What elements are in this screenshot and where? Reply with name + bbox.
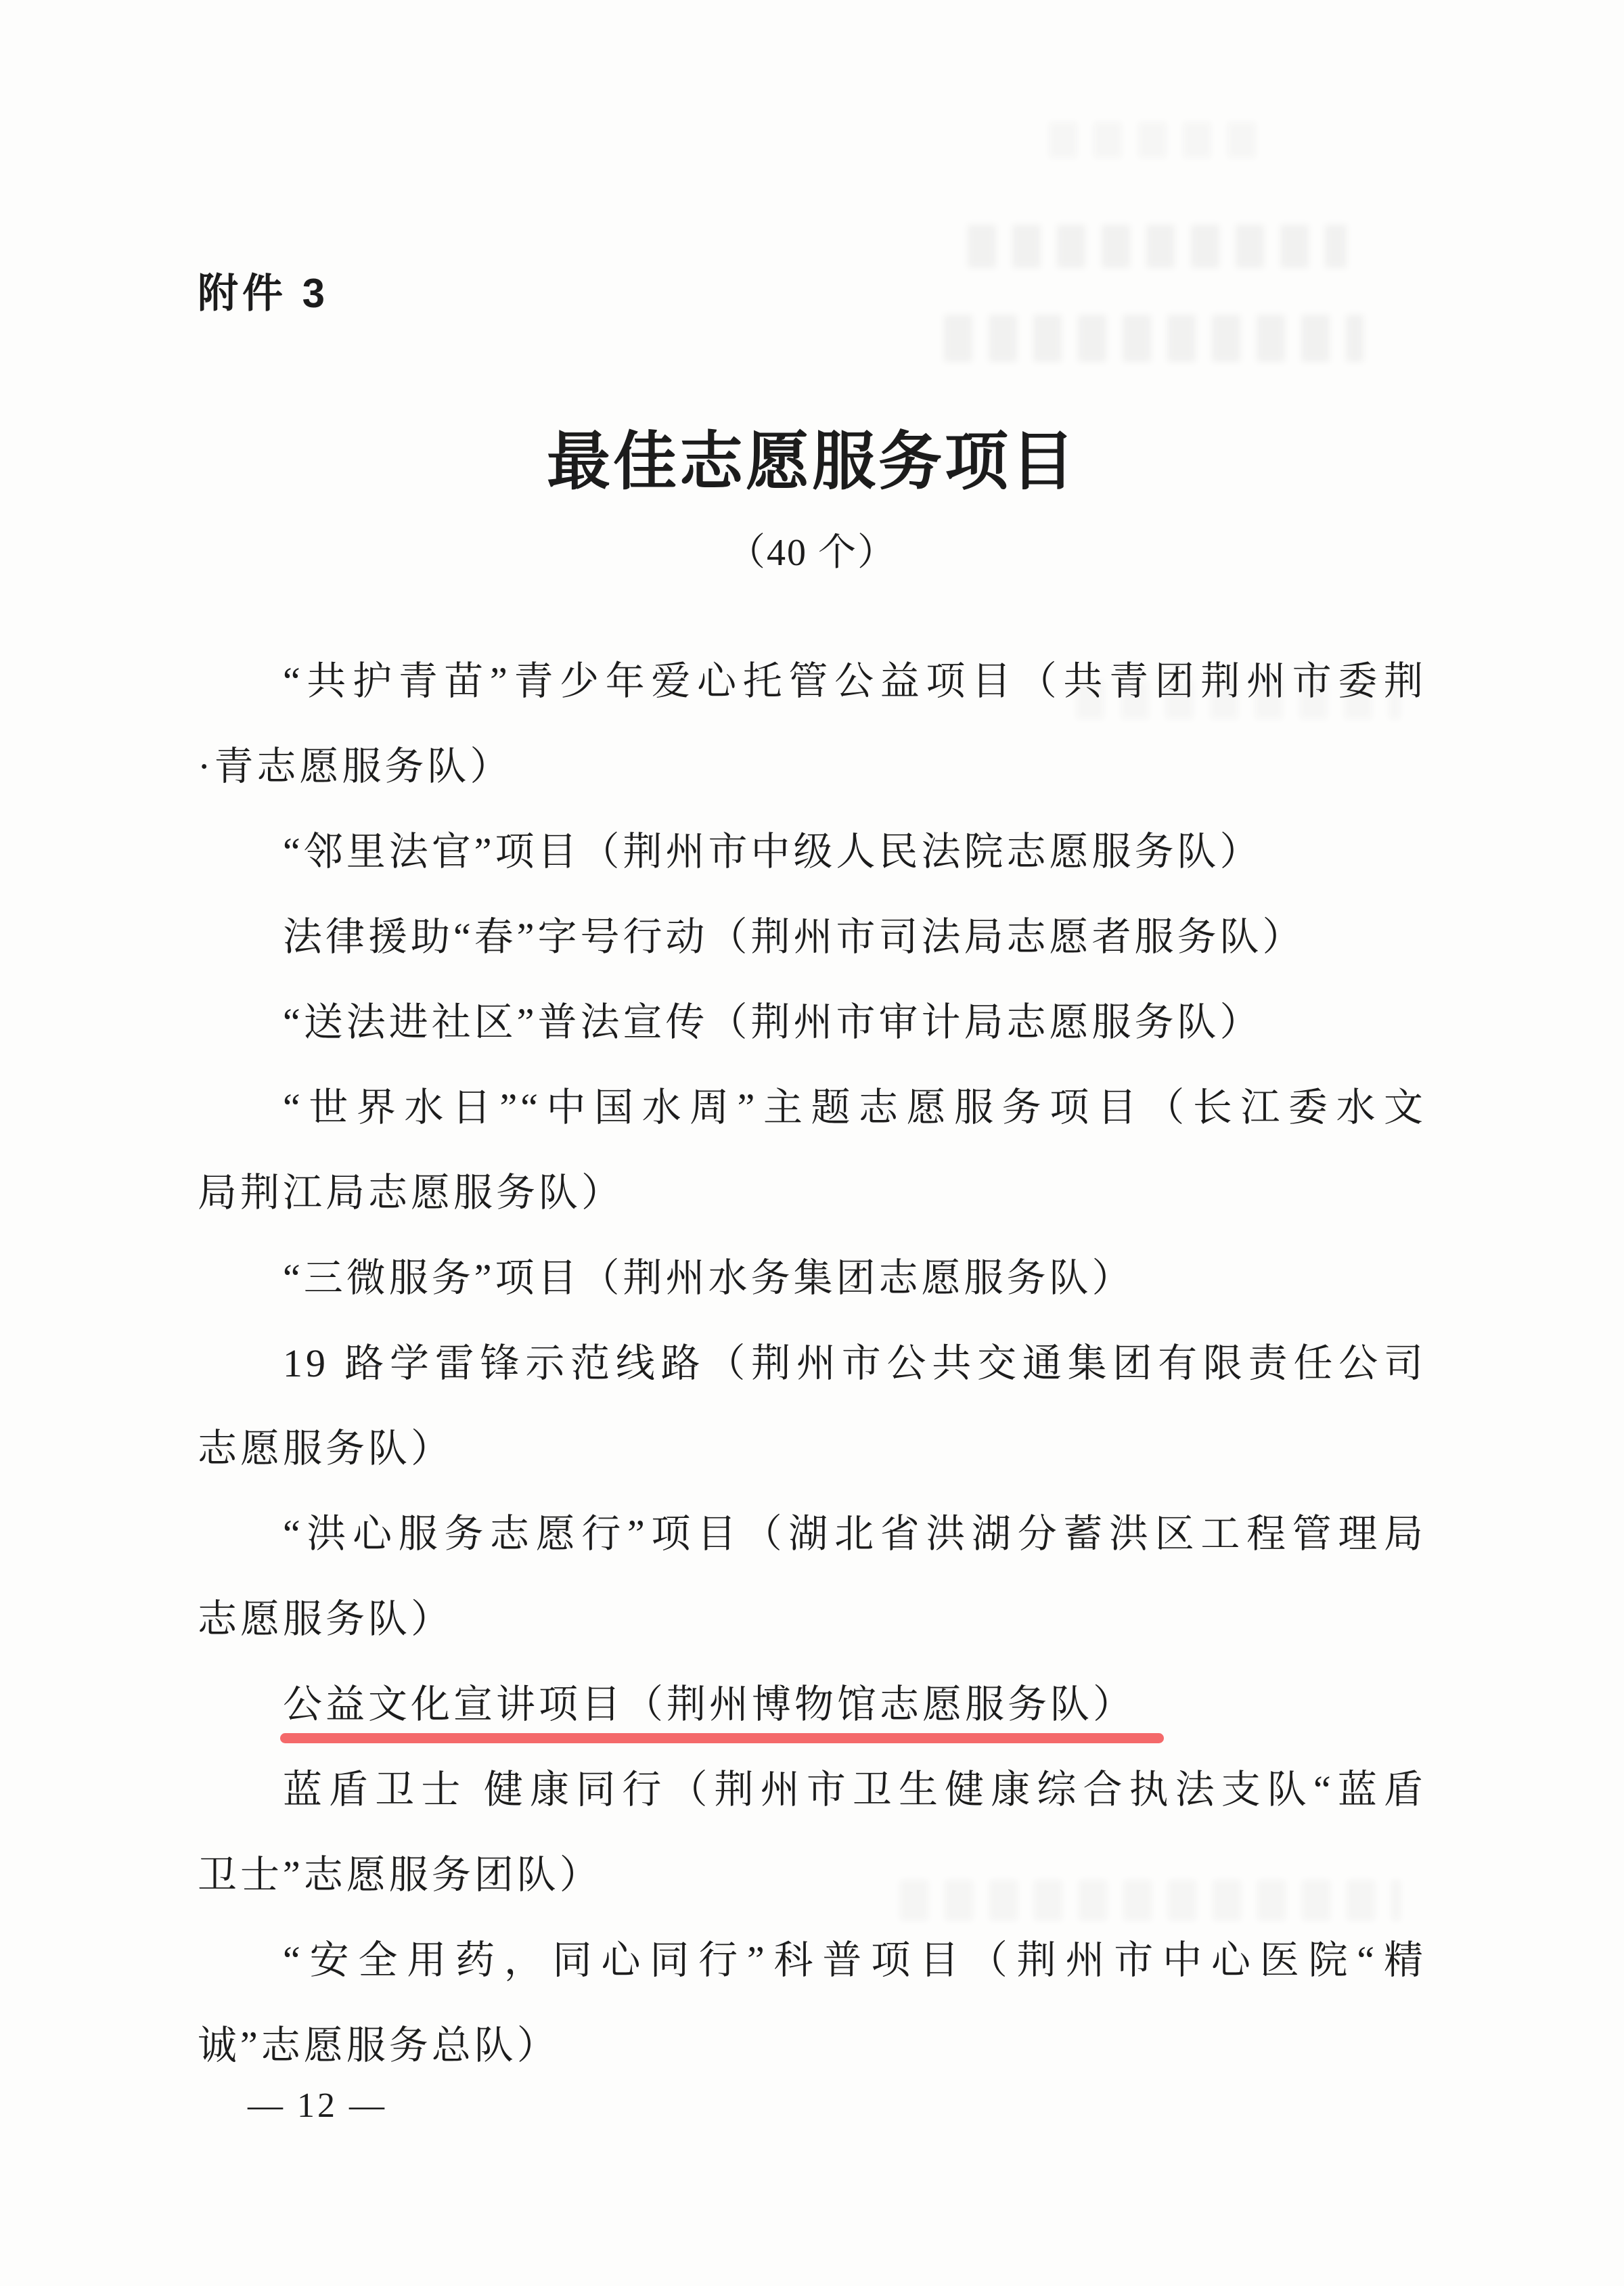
body-line-text: “安全用药，同心同行”科普项目（荆州市中心医院“精 — [283, 1938, 1426, 1982]
body-line — [198, 895, 1426, 980]
body-line — [198, 1321, 1426, 1406]
body-line — [198, 1406, 1426, 1492]
body-line-text: “世界水日”“中国水周”主题志愿服务项目（长江委水文 — [283, 1085, 1426, 1129]
body-line — [198, 1150, 1426, 1236]
body-line — [198, 1747, 1426, 1833]
attachment-label: 附件 3 — [198, 271, 330, 316]
page-number: — 12 — — [248, 2086, 387, 2125]
body-line-text: “送法进社区”普法宣传（荆州市审计局志愿服务队） — [283, 1000, 1263, 1044]
body-line-text: “三微服务”项目（荆州水务集团志愿服务队） — [283, 1256, 1135, 1300]
document-title: 最佳志愿服务项目 — [546, 427, 1077, 497]
scan-bleed-artifact — [944, 315, 1363, 362]
body-line — [198, 1236, 1426, 1321]
scan-bleed-artifact — [968, 225, 1347, 268]
body-line-text: “邻里法官”项目（荆州市中级人民法院志愿服务队） — [283, 830, 1263, 874]
body-line — [198, 1577, 1426, 1662]
body-line-text: 卫士”志愿服务团队） — [198, 1853, 602, 1897]
project-list — [198, 639, 1426, 2088]
body-line — [198, 980, 1426, 1065]
body-line-text: 蓝盾卫士 健康同行（荆州市卫生健康综合执法支队“蓝盾 — [283, 1768, 1426, 1812]
body-line — [198, 1833, 1426, 1918]
body-line-text: ·青志愿服务队） — [198, 744, 513, 788]
body-line — [198, 724, 1426, 809]
body-line — [198, 1065, 1426, 1150]
body-line-text: 诚”志愿服务总队） — [198, 2023, 560, 2067]
body-line-text: 19 路学雷锋示范线路（荆州市公共交通集团有限责任公司 — [283, 1341, 1426, 1385]
body-line-text: 志愿服务队） — [198, 1427, 454, 1471]
body-line-text: 公益文化宣讲项目（荆州博物馆志愿服务队） — [283, 1662, 1135, 1747]
body-line-text: “洪心服务志愿行”项目（湖北省洪湖分蓄洪区工程管理局 — [283, 1512, 1426, 1556]
body-line — [198, 2003, 1426, 2088]
body-line-text: 法律援助“春”字号行动（荆州市司法局志愿者服务队） — [283, 915, 1305, 959]
body-line-text: “共护青苗”青少年爱心托管公益项目（共青团荆州市委荆 — [283, 659, 1426, 703]
document-subtitle: （40 个） — [727, 532, 897, 574]
body-line-text: 志愿服务队） — [198, 1597, 454, 1641]
body-line — [198, 639, 1426, 724]
body-line — [198, 1492, 1426, 1577]
body-line — [198, 809, 1426, 895]
body-line — [198, 1918, 1426, 2003]
body-line-text: 局荆江局志愿服务队） — [198, 1171, 625, 1215]
scan-bleed-artifact — [1049, 122, 1272, 158]
body-line — [198, 1662, 1426, 1747]
